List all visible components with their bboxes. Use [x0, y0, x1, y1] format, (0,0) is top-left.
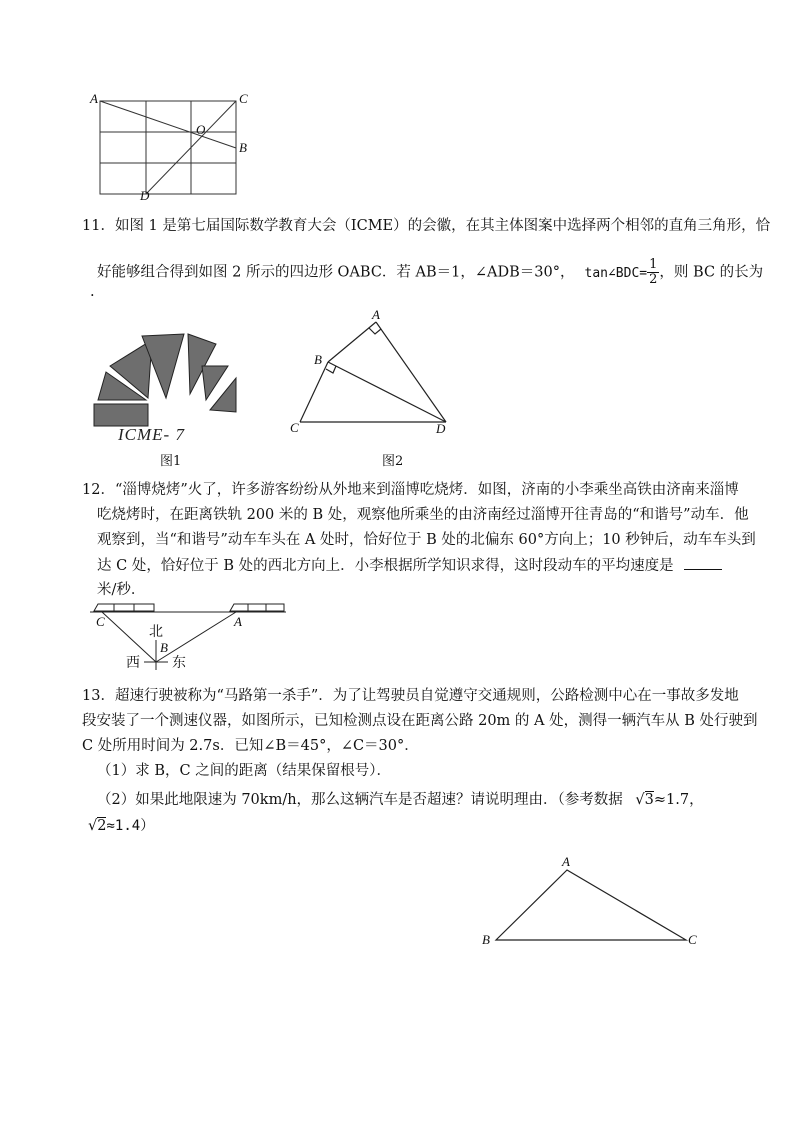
- q11-line-2: [97, 258, 763, 287]
- point-label-C: C: [688, 932, 697, 947]
- q11-line-1: 11．如图 1 是第七届国际数学教育大会（ICME）的会徽，在其主体图案中选择两个相邻的直角三角形，恰: [82, 218, 771, 234]
- train-car: [114, 604, 134, 611]
- fraction-denominator: 2: [649, 272, 658, 287]
- sight-line-BA: [156, 612, 236, 662]
- grid-outer-rect: [100, 101, 236, 194]
- radicand: 3: [644, 792, 654, 808]
- point-label-A: A: [562, 854, 570, 869]
- train-car: [248, 604, 266, 611]
- segment-BC: [300, 362, 328, 422]
- answer-blank: [684, 555, 722, 570]
- point-label-B: B: [160, 640, 168, 655]
- compass-north: 北: [149, 624, 163, 640]
- segment-AB: [328, 322, 376, 362]
- icme-logo-figure: [88, 328, 248, 446]
- point-label-O: O: [196, 122, 206, 137]
- q12-line-4-text: 达 C 处，恰好位于 B 处的西北方向上．小李根据所学知识求得，这时段动车的平均速度是: [97, 558, 674, 574]
- sqrt-2: [88, 817, 106, 834]
- triangle-ABC-figure: [480, 852, 702, 952]
- point-label-C: C: [239, 91, 248, 106]
- radicand: 2: [97, 818, 107, 834]
- point-label-A: A: [234, 614, 242, 629]
- q11-line-2a: 好能够组合得到如图 2 所示的四边形 OABC．若 AB＝1，∠ADB＝30°，: [97, 264, 575, 281]
- point-label-A: A: [372, 307, 380, 322]
- point-label-B: B: [314, 352, 322, 367]
- compass-east: 东: [172, 655, 186, 671]
- point-label-D: D: [140, 188, 150, 200]
- right-angle-mark-A: [369, 328, 381, 334]
- fraction-one-half: [647, 258, 659, 287]
- q12-line-5: 米/秒．: [97, 582, 146, 598]
- train-car: [266, 604, 284, 611]
- q13-sub-question-1: （1）求 B，C 之间的距离（结果保留根号）．: [97, 763, 391, 779]
- radical-sign: √: [88, 818, 98, 834]
- train-car: [94, 604, 114, 611]
- right-angle-mark-B: [326, 366, 336, 373]
- q12-line-3: 观察到，当“和谐号”动车车头在 A 处时，恰好位于 B 处的北偏东 60°方向上；10 秒钟后，动车车头到: [97, 532, 756, 548]
- figure-2-caption: 图2: [382, 454, 404, 469]
- approx-sqrt-2: ≈1.4）: [106, 818, 155, 834]
- segment-AD: [376, 322, 446, 422]
- q12-line-4: [97, 555, 722, 576]
- q11-line-2b: ，则 BC 的长为: [659, 264, 764, 281]
- point-label-B: B: [239, 140, 247, 155]
- grid-figure: [88, 88, 263, 200]
- triangle-ABC: [496, 870, 686, 940]
- approx-sqrt-3: ≈1.7，: [653, 792, 704, 808]
- q13-line-1: 13．超速行驶被称为“马路第一杀手”．为了让驾驶员自觉遵守交通规则，公路检测中心在一事故多发地: [82, 688, 739, 704]
- segment-BD: [328, 362, 446, 422]
- q13-sub-question-2: [97, 790, 704, 810]
- sqrt-3: [635, 792, 653, 808]
- quadrilateral-figure: [288, 306, 456, 438]
- q13-sub-question-2-text: （2）如果此地限速为 70km/h，那么这辆汽车是否超速？请说明理由．（参考数据: [97, 792, 623, 808]
- logo-triangle: [94, 404, 148, 426]
- q12-line-2: 吃烧烤时，在距离铁轨 200 米的 B 处，观察他所乘坐的由济南经过淄博开往青岛的“和谐号”动车．他: [97, 507, 749, 523]
- point-label-D: D: [436, 421, 446, 436]
- q13-line-2: 段安装了一个测速仪器，如图所示，已知检测点设在距离公路 20m 的 A 处，测得一辆汽车从 B 处行驶到: [82, 713, 758, 729]
- train-car: [134, 604, 154, 611]
- train-car: [230, 604, 248, 611]
- compass-west: 西: [126, 655, 140, 671]
- train-track-figure: [88, 600, 290, 672]
- q12-line-1: 12．“淄博烧烤”火了，许多游客纷纷从外地来到淄博吃烧烤．如图，济南的小李乘坐高铁由济南来淄博: [82, 482, 739, 498]
- figure-1-caption: 图1: [160, 454, 182, 469]
- point-label-A: A: [90, 91, 98, 106]
- segment-AB: [100, 101, 236, 148]
- point-label-B: B: [482, 932, 490, 947]
- radical-sign: √: [635, 792, 645, 808]
- icme-logo-text: ICME- 7: [118, 425, 185, 444]
- q11-line-3: .: [90, 284, 95, 300]
- q13-line-3: C 处所用时间为 2.7s．已知∠B＝45°，∠C＝30°．: [82, 738, 419, 754]
- q13-reference-data: [88, 816, 154, 836]
- tan-expression: tan∠BDC=: [584, 265, 648, 281]
- point-label-C: C: [96, 614, 105, 629]
- point-label-C: C: [290, 420, 299, 435]
- fraction-numerator: 1: [649, 257, 658, 272]
